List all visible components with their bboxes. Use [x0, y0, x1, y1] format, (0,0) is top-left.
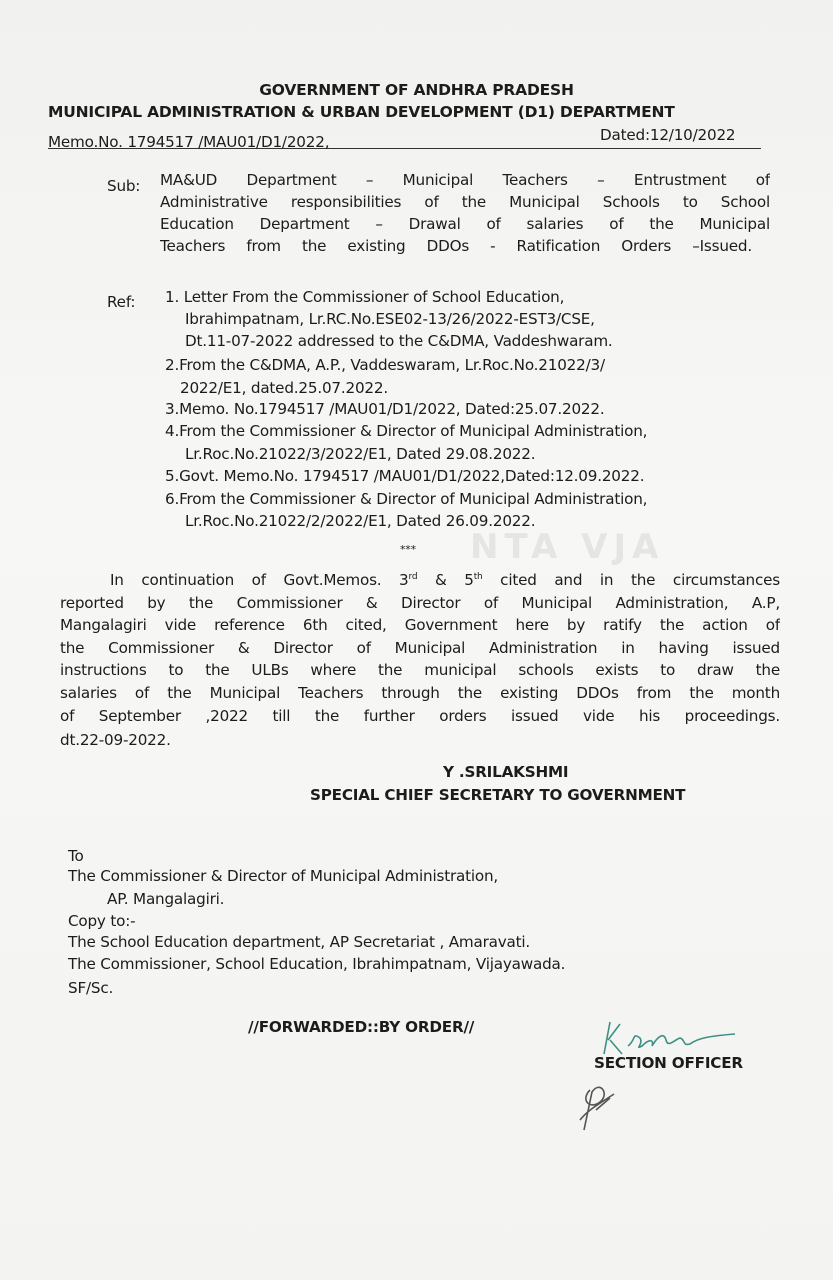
subject-line: MA&UD Department – Municipal Teachers – Entrustment of	[160, 171, 770, 189]
copy-line: The Commissioner, School Education, Ibrahimpatnam, Vijayawada.	[68, 955, 566, 973]
body-line: Mangalagiri vide reference 6th cited, Government here by ratify the action of	[60, 616, 780, 634]
signatory-designation: SPECIAL CHIEF SECRETARY TO GOVERNMENT	[310, 786, 686, 804]
body-line: of September ,2022 till the further orders issued vide his proceedings.	[60, 707, 780, 725]
subject-label: Sub:	[107, 177, 141, 195]
copy-to-label: Copy to:-	[68, 912, 136, 930]
superscript: th	[473, 571, 483, 582]
section-officer: SECTION OFFICER	[594, 1054, 743, 1072]
superscript: rd	[408, 571, 418, 582]
header-department: MUNICIPAL ADMINISTRATION & URBAN DEVELOPMENT (D1) DEPARTMENT	[48, 103, 675, 121]
to-label: To	[68, 847, 84, 865]
reference-line: 2022/E1, dated.25.07.2022.	[180, 379, 388, 397]
copy-line: The School Education department, AP Secretariat , Amaravati.	[68, 933, 531, 951]
reference-line: Ibrahimpatnam, Lr.RC.No.ESE02-13/26/2022-EST3/CSE,	[185, 310, 595, 328]
address-line: AP. Mangalagiri.	[107, 890, 225, 908]
body-line: dt.22-09-2022.	[60, 731, 171, 749]
reference-line: 5.Govt. Memo.No. 1794517 /MAU01/D1/2022,Dated:12.09.2022.	[165, 467, 645, 485]
subject-line: Teachers from the existing DDOs - Ratification Orders –Issued.	[160, 237, 752, 255]
reference-line: 4.From the Commissioner & Director of Municipal Administration,	[165, 422, 648, 440]
reference-line: 1. Letter From the Commissioner of School Education,	[165, 288, 565, 306]
reference-line: Dt.11-07-2022 addressed to the C&DMA, Vaddeshwaram.	[185, 332, 613, 350]
subject-line: Administrative responsibilities of the Municipal Schools to School	[160, 193, 770, 211]
body-line: salaries of the Municipal Teachers through the existing DDOs from the month	[60, 684, 780, 702]
memo-number: Memo.No. 1794517 /MAU01/D1/2022,	[48, 133, 330, 151]
forwarded-by-order: //FORWARDED::BY ORDER//	[248, 1018, 475, 1036]
body-line: reported by the Commissioner & Director of Municipal Administration, A.P,	[60, 594, 780, 612]
references-label: Ref:	[107, 293, 136, 311]
subject-line: Education Department – Drawal of salaries of the Municipal	[160, 215, 770, 233]
body-text: & 5	[417, 571, 474, 589]
watermark: NTA VJA	[470, 527, 665, 567]
signatory-name: Y .SRILAKSHMI	[443, 763, 569, 781]
separator: ***	[400, 543, 416, 556]
body-line: instructions to the ULBs where the municipal schools exists to draw the	[60, 661, 780, 679]
body-text: cited and in the circumstances	[482, 571, 780, 589]
body-line	[110, 570, 780, 590]
address-line: The Commissioner & Director of Municipal Administration,	[68, 867, 499, 885]
handwritten-signature	[570, 1010, 770, 1140]
reference-line: 6.From the Commissioner & Director of Municipal Administration,	[165, 490, 648, 508]
memo-date: Dated:12/10/2022	[600, 126, 736, 144]
body-text: In continuation of Govt.Memos. 3	[110, 571, 409, 589]
reference-line: Lr.Roc.No.21022/3/2022/E1, Dated 29.08.2022.	[185, 445, 536, 463]
reference-line: 3.Memo. No.1794517 /MAU01/D1/2022, Dated:25.07.2022.	[165, 400, 605, 418]
reference-line: 2.From the C&DMA, A.P., Vaddeswaram, Lr.Roc.No.21022/3/	[165, 356, 605, 374]
reference-line: Lr.Roc.No.21022/2/2022/E1, Dated 26.09.2022.	[185, 512, 536, 530]
copy-line: SF/Sc.	[68, 979, 114, 997]
header-government: GOVERNMENT OF ANDHRA PRADESH	[259, 81, 574, 99]
body-line: the Commissioner & Director of Municipal Administration in having issued	[60, 639, 780, 657]
